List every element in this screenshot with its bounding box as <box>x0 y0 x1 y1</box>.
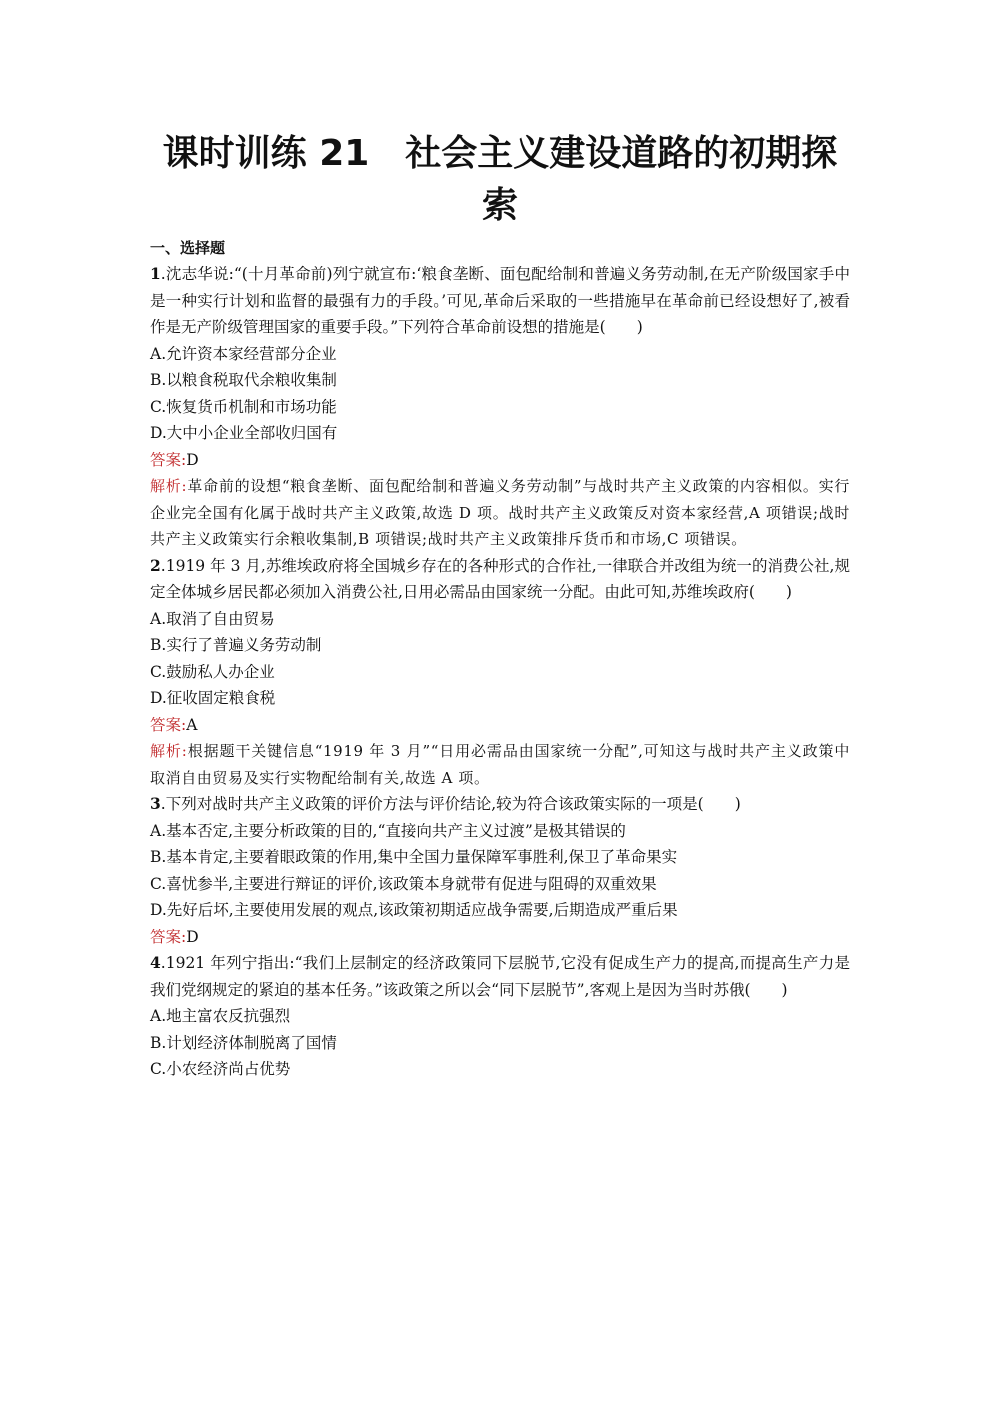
explanation-text: 革命前的设想“粮食垄断、面包配给制和普遍义务劳动制”与战时共产主义政策的内容相似。实行企业完全国有化属于战时共产主义政策,故选 D 项。战时共产主义政策反对资本家经营,A 项错误;战时共产主义政策实行余粮收集制,B 项错误;战时共产主义政策排斥货币和市场,C 项错误。 <box>150 477 850 548</box>
question-number: 4 <box>150 953 161 972</box>
option-b: B.以粮食税取代余粮收集制 <box>150 371 337 389</box>
option-a: A.允许资本家经营部分企业 <box>150 344 337 363</box>
question-2 <box>150 553 850 792</box>
explanation-label: 解析: <box>150 742 188 760</box>
question-stem <box>150 553 850 606</box>
option-d: D.征收固定粮食税 <box>150 689 276 707</box>
answer-line <box>150 712 850 739</box>
question-number: 1 <box>150 264 161 283</box>
option-c: C.喜忧参半,主要进行辩证的评价,该政策本身就带有促进与阻碍的双重效果 <box>150 874 657 893</box>
option-c: C.鼓励私人办企业 <box>150 662 275 681</box>
answer-label: 答案: <box>150 927 187 946</box>
explanation <box>150 738 850 791</box>
question-text: .沈志华说:“(十月革命前)列宁就宣布:‘粮食垄断、面包配给制和普遍义务劳动制,在无产阶级国家手中是一种实行计划和监督的最强有力的手段。’可见,革命后采取的一些措施早在革命前已经设想好了,被看作是无产阶级管理国家的重要手段。”下列符合革命前设想的措施是( ) <box>150 265 850 336</box>
page-title: 课时训练 21 社会主义建设道路的初期探索 <box>162 133 838 226</box>
explanation-label: 解析: <box>150 477 188 495</box>
question-stem <box>150 950 850 1003</box>
question-stem <box>150 261 850 341</box>
answer-label: 答案: <box>150 715 187 734</box>
option-c: C.恢复货币机制和市场功能 <box>150 397 337 416</box>
document-page <box>150 128 850 1083</box>
question-number: 3 <box>150 794 161 813</box>
option-a: A.取消了自由贸易 <box>150 609 275 628</box>
answer-value: D <box>186 450 199 469</box>
answer-line <box>150 447 850 474</box>
section-heading: 一、选择题 <box>150 239 226 257</box>
question-1 <box>150 261 850 553</box>
question-text: .下列对战时共产主义政策的评价方法与评价结论,较为符合该政策实际的一项是( ) <box>160 795 741 813</box>
option-a: A.基本否定,主要分析政策的目的,“直接向共产主义过渡”是极其错误的 <box>150 821 626 840</box>
option-d: D.大中小企业全部收归国有 <box>150 424 338 442</box>
option-d: D.先好后坏,主要使用发展的观点,该政策初期适应战争需要,后期造成严重后果 <box>150 901 678 919</box>
question-text: .1921 年列宁指出:“我们上层制定的经济政策同下层脱节,它没有促成生产力的提高,而提高生产力是我们党纲规定的紧迫的基本任务。”该政策之所以会“同下层脱节”,客观上是因为当时苏俄( ) <box>150 954 850 999</box>
answer-value: A <box>186 715 198 734</box>
explanation-text: 根据题干关键信息“1919 年 3 月”“日用必需品由国家统一分配”,可知这与战时共产主义政策中取消自由贸易及实行实物配给制有关,故选 A 项。 <box>150 742 850 787</box>
answer-label: 答案: <box>150 450 187 469</box>
answer-line <box>150 924 850 951</box>
option-c: C.小农经济尚占优势 <box>150 1060 291 1078</box>
answer-value: D <box>186 927 199 946</box>
question-number: 2 <box>150 555 161 575</box>
option-a: A.地主富农反抗强烈 <box>150 1007 291 1025</box>
option-b: B.计划经济体制脱离了国情 <box>150 1033 337 1052</box>
explanation <box>150 473 850 553</box>
question-text: .1919 年 3 月,苏维埃政府将全国城乡存在的各种形式的合作社,一律联合并改组为统一的消费公社,规定全体城乡居民都必须加入消费公社,日用必需品由国家统一分配。由此可知,苏维埃政府( ) <box>150 556 850 601</box>
option-b: B.基本肯定,主要着眼政策的作用,集中全国力量保障军事胜利,保卫了革命果实 <box>150 848 678 866</box>
question-stem <box>150 791 850 818</box>
option-b: B.实行了普遍义务劳动制 <box>150 636 322 654</box>
question-3 <box>150 791 850 950</box>
question-4 <box>150 950 850 1083</box>
